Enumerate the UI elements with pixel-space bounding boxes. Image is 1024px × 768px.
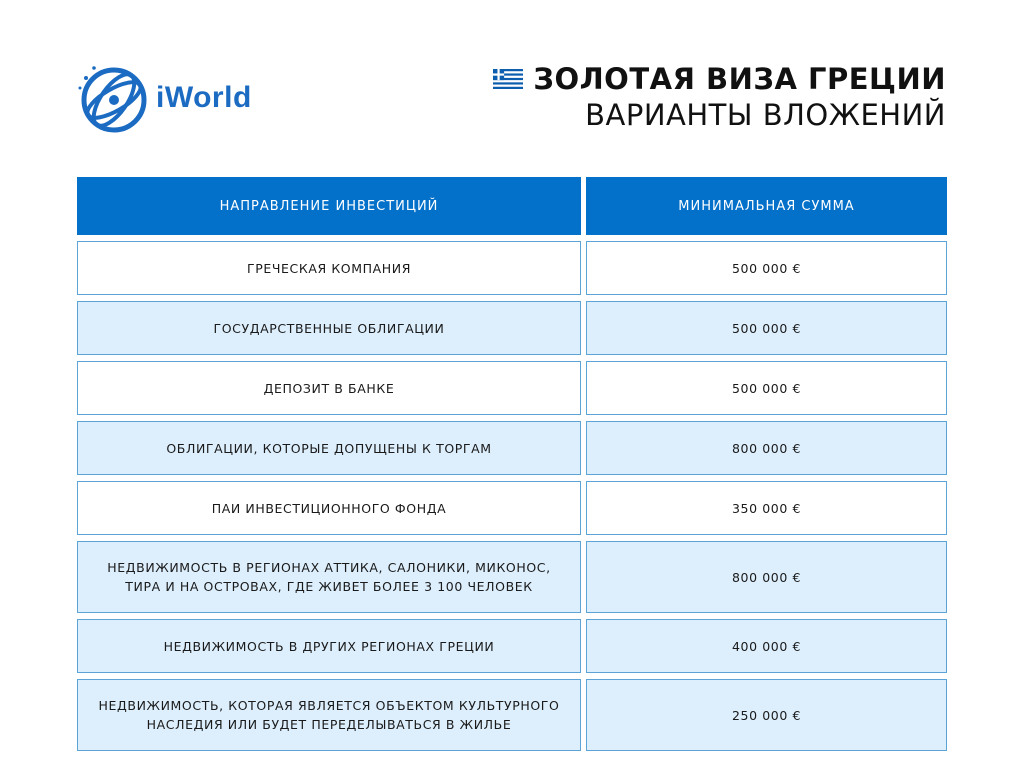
direction-cell: НЕДВИЖИМОСТЬ В ДРУГИХ РЕГИОНАХ ГРЕЦИИ — [77, 619, 581, 673]
page-title — [493, 62, 946, 132]
amount-cell: 250 000 € — [586, 679, 947, 751]
direction-cell: ДЕПОЗИТ В БАНКЕ — [77, 361, 581, 415]
table-row — [77, 619, 947, 673]
direction-cell: ОБЛИГАЦИИ, КОТОРЫЕ ДОПУЩЕНЫ К ТОРГАМ — [77, 421, 581, 475]
table-row — [77, 421, 947, 475]
amount-cell: 800 000 € — [586, 541, 947, 613]
direction-cell: НЕДВИЖИМОСТЬ, КОТОРАЯ ЯВЛЯЕТСЯ ОБЪЕКТОМ КУЛЬТУРНОГО НАСЛЕДИЯ ИЛИ БУДЕТ ПЕРЕДЕЛЫВАТЬСЯ В ЖИЛЬЕ — [77, 679, 581, 751]
globe-icon — [74, 58, 154, 138]
investment-table — [77, 177, 947, 757]
direction-cell: ГРЕЧЕСКАЯ КОМПАНИЯ — [77, 241, 581, 295]
table-row — [77, 361, 947, 415]
amount-cell: 500 000 € — [586, 301, 947, 355]
direction-cell: НЕДВИЖИМОСТЬ В РЕГИОНАХ АТТИКА, САЛОНИКИ, МИКОНОС, ТИРА И НА ОСТРОВАХ, ГДЕ ЖИВЕТ БОЛЕЕ 3 100 ЧЕЛОВЕК — [77, 541, 581, 613]
logo-text: iWorld — [156, 81, 252, 114]
table-row — [77, 679, 947, 751]
amount-cell: 500 000 € — [586, 241, 947, 295]
title-main: ЗОЛОТАЯ ВИЗА ГРЕЦИИ — [533, 62, 946, 96]
greece-flag-icon — [493, 68, 523, 90]
header-amount: МИНИМАЛЬНАЯ СУММА — [586, 177, 947, 235]
table-row — [77, 301, 947, 355]
direction-cell: ПАИ ИНВЕСТИЦИОННОГО ФОНДА — [77, 481, 581, 535]
table-row — [77, 541, 947, 613]
amount-cell: 500 000 € — [586, 361, 947, 415]
title-sub: ВАРИАНТЫ ВЛОЖЕНИЙ — [585, 98, 946, 132]
table-header — [77, 177, 947, 235]
header-direction: НАПРАВЛЕНИЕ ИНВЕСТИЦИЙ — [77, 177, 581, 235]
amount-cell: 400 000 € — [586, 619, 947, 673]
direction-cell: ГОСУДАРСТВЕННЫЕ ОБЛИГАЦИИ — [77, 301, 581, 355]
amount-cell: 350 000 € — [586, 481, 947, 535]
iworld-logo — [74, 58, 274, 138]
table-row — [77, 481, 947, 535]
amount-cell: 800 000 € — [586, 421, 947, 475]
table-row — [77, 241, 947, 295]
